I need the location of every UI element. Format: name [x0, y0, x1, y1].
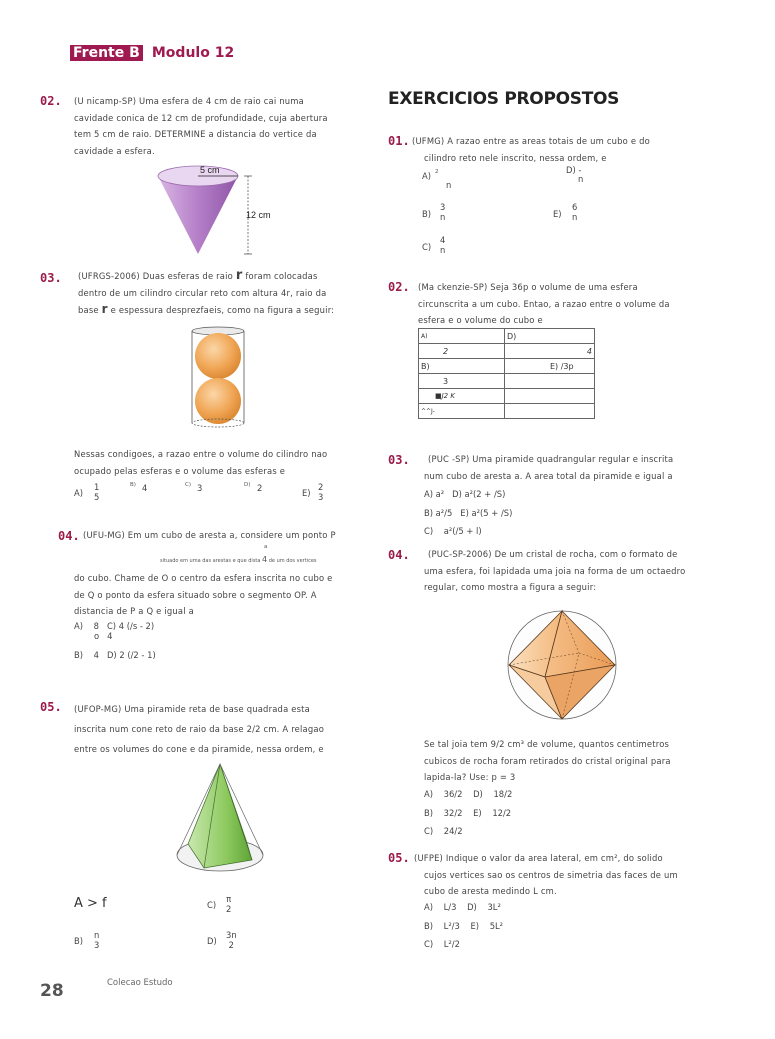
text-line: cubo de aresta medindo L cm. — [424, 886, 557, 896]
text-line: inscrita num cone reto de raio da base 2/2 cm. A relagao — [74, 724, 325, 734]
answer-options — [74, 482, 364, 508]
numerator: n — [94, 930, 100, 940]
numerator: 6 — [572, 202, 578, 212]
table-cell — [505, 404, 595, 419]
table-row — [419, 359, 595, 374]
text-line: (Ma ckenzie-SP) Seja 36p o volume de uma esfera — [418, 282, 638, 292]
option-line: C) 24/2 — [424, 826, 463, 836]
text-line: distancia de P a Q e igual a — [74, 606, 194, 616]
tiny-text — [160, 555, 317, 564]
question-text — [414, 850, 706, 900]
option-line: C) a²(/5 + l) — [424, 526, 482, 536]
option-b-label: B) — [74, 936, 84, 946]
numerator: π — [226, 894, 232, 904]
option-line: A) 8 C) 4 (/s - 2) — [74, 621, 155, 631]
text-segment: situado em uma das arestas e que dista — [160, 558, 261, 564]
denominator: n — [440, 245, 446, 255]
option-line: A) L/3 D) 3L² — [424, 902, 501, 912]
table-row — [419, 329, 595, 344]
question-text — [74, 93, 360, 159]
question-text — [418, 279, 704, 329]
denominator: n — [440, 212, 446, 222]
option-line: A) 36/2 D) 18/2 — [424, 789, 513, 799]
numerator: 1 — [94, 482, 100, 492]
option-d-label: D) — [244, 482, 251, 488]
option-e-value — [318, 482, 323, 502]
variable-r: r — [101, 302, 108, 316]
question-text — [424, 736, 706, 786]
question-number: 05. — [388, 851, 410, 865]
text-line: lapida-la? Use: p = 3 — [424, 772, 516, 782]
question-text: cilindro reto nele inscrito, nessa ordem, e — [424, 153, 607, 163]
table-cell: 3 — [419, 374, 505, 389]
option-a-label: A) — [74, 488, 83, 498]
question-text: (UFMG) A razao entre as areas totais de um cubo e do — [412, 136, 650, 146]
numerator: 4 — [440, 235, 446, 245]
option-d-denominator: n — [578, 174, 584, 184]
option-c-value: 3 — [197, 483, 203, 493]
text-line: (UFPE) Indique o valor da area lateral, em cm², do solido — [414, 853, 663, 863]
option-line: B) 4 D) 2 (/2 - 1) — [74, 650, 156, 660]
text-line: esfera e o volume do cubo e — [418, 315, 543, 325]
option-a-line: A > f — [74, 896, 107, 911]
numerator: 2 — [318, 482, 324, 492]
question-number: 02. — [388, 280, 410, 294]
text-line: num cubo de aresta a. A area total da piramide e igual a — [424, 470, 673, 481]
option-line: B) a²/5 E) a²(5 + /S) — [424, 508, 513, 518]
text-line: (PUC-SP-2006) De um cristal de rocha, com o formato de — [428, 549, 678, 559]
text-line: cavidade conica de 12 cm de profundidade, cuja abertura — [74, 112, 328, 123]
variable-r: r — [235, 268, 243, 283]
option-a-label: A) — [422, 171, 431, 181]
table-row — [419, 404, 595, 419]
option-c-value — [226, 894, 231, 914]
question-number: 01. — [388, 134, 410, 148]
text-line: dentro de um cilindro circular reto com altura 4r, raio da — [78, 287, 327, 298]
text-line: cubicos de rocha foram retirados do cristal original para — [424, 755, 671, 766]
option-d-label: D) - — [566, 165, 582, 175]
option-b-label: B) — [422, 209, 432, 219]
question-number: 02. — [40, 94, 62, 108]
text-segment: base — [78, 305, 99, 315]
table-cell: 2 — [419, 344, 505, 359]
text-line: uma esfera, foi lapidada uma joia na forma de um octaedro — [424, 565, 686, 576]
text-line: regular, como mostra a figura a seguir: — [424, 582, 597, 592]
table-cell: A) — [419, 329, 505, 344]
option-a-denominator: n — [446, 180, 452, 190]
text-segment: de um dos vertices — [268, 558, 317, 564]
question-number: 05. — [40, 700, 62, 714]
question-number: 04. — [388, 548, 410, 562]
cone-pyramid-figure — [170, 760, 276, 880]
option-e-value — [572, 202, 577, 222]
height-label: 12 cm — [246, 210, 271, 220]
option-c-label: C) — [207, 900, 217, 910]
table-cell: D) — [505, 329, 595, 344]
collection-name: Colecao Estudo — [107, 978, 173, 988]
option-c-value — [440, 235, 445, 255]
denominator: 2 — [226, 904, 232, 914]
table-row — [419, 389, 595, 404]
question-number: 03. — [40, 271, 62, 285]
table-cell: ■J2 K — [419, 389, 505, 404]
option-d-label: D) — [207, 936, 217, 946]
denominator: 5 — [94, 492, 100, 502]
text-line: de Q o ponto da esfera situado sobre o segmento OP. A — [74, 589, 317, 600]
table-cell — [505, 389, 595, 404]
option-line: B) 32/2 E) 12/2 — [424, 808, 512, 818]
text-line: cavidade a esfera. — [74, 145, 155, 156]
text-segment: foram colocadas — [245, 271, 318, 281]
table-row — [419, 344, 595, 359]
option-c-label: C) — [185, 482, 191, 488]
option-d-value — [226, 930, 237, 950]
numerator: 3 — [440, 202, 446, 212]
option-b-value — [440, 202, 445, 222]
question-number: 04. — [58, 529, 80, 543]
table-row — [419, 374, 595, 389]
option-d-value: 2 — [257, 483, 263, 493]
text-line: Nessas condigoes, a razao entre o volume do cilindro nao — [74, 449, 328, 459]
variable-a: a — [264, 544, 268, 550]
page-number: 28 — [40, 981, 64, 1001]
text-segment: 4 — [262, 555, 268, 564]
table-cell: ^^J- — [419, 404, 505, 419]
frente-label: Frente B — [70, 45, 143, 61]
text-line: entre os volumes do cone e da piramide, nessa ordem, e — [74, 744, 324, 754]
question-text — [424, 451, 706, 484]
denominator: n — [572, 212, 578, 222]
section-header — [70, 42, 234, 62]
radius-label: 5 cm — [200, 165, 220, 175]
option-a-numerator: 2 — [435, 169, 439, 175]
text-segment: (UFRGS-2006) Duas esferas de raio — [78, 271, 233, 281]
cone-figure — [150, 160, 290, 260]
table-cell: 4 — [505, 344, 595, 359]
question-number: 03. — [388, 453, 410, 467]
option-e-label: E) — [553, 209, 562, 219]
answer-table — [418, 328, 595, 419]
option-b-value: 4 — [142, 483, 148, 493]
text-line: (PUC -SP) Uma piramide quadrangular regular e inscrita — [428, 454, 674, 464]
text-line: circunscrita a um cubo. Entao, a razao entre o volume da — [418, 298, 670, 309]
option-line: B) L²/3 E) 5L² — [424, 921, 504, 931]
page-title: EXERCICIOS PROPOSTOS — [388, 89, 620, 109]
text-line: ocupado pelas esferas e o volume das esferas e — [74, 465, 286, 476]
text-line: (UFOP-MG) Uma piramide reta de base quadrada esta — [74, 704, 310, 714]
question-text — [74, 446, 362, 479]
text-line: (U nicamp-SP) Uma esfera de 4 cm de raio cai numa — [74, 96, 304, 106]
question-text — [74, 699, 362, 759]
table-cell: E) /3p — [505, 359, 595, 374]
option-b-label: B) — [130, 482, 136, 488]
table-cell: B) — [419, 359, 505, 374]
modulo-label: Modulo 12 — [151, 45, 235, 61]
numerator: 3n — [226, 930, 237, 940]
option-c-label: C) — [422, 242, 432, 252]
question-text — [78, 268, 360, 319]
option-line: C) L²/2 — [424, 939, 460, 949]
option-b-value — [94, 930, 99, 950]
cylinder-spheres-figure — [188, 325, 248, 430]
text-line: do cubo. Chame de O o centro da esfera inscrita no cubo e — [74, 573, 333, 583]
denominator: 2 — [228, 940, 234, 950]
question-text: (UFU-MG) Em um cubo de aresta a, considere um ponto P — [83, 530, 336, 540]
option-line: o 4 — [94, 631, 113, 641]
question-text — [74, 570, 362, 620]
text-line: Se tal joia tem 9/2 cm³ de volume, quantos centimetros — [424, 739, 670, 749]
option-line: A) a² D) a²(2 + /S) — [424, 489, 506, 499]
denominator: 3 — [318, 492, 324, 502]
option-a-value — [94, 482, 99, 502]
denominator: 3 — [94, 940, 100, 950]
octahedron-sphere-figure — [505, 605, 621, 725]
option-e-label: E) — [302, 488, 311, 498]
question-text — [424, 546, 706, 596]
text-line: cujos vertices sao os centros de simetria das faces de um — [424, 869, 678, 880]
table-cell — [505, 374, 595, 389]
text-line: tem 5 cm de raio. DETERMINE a distancia do vertice da — [74, 129, 317, 139]
text-segment: e espessura desprezfaeis, como na figura a seguir: — [110, 305, 335, 315]
